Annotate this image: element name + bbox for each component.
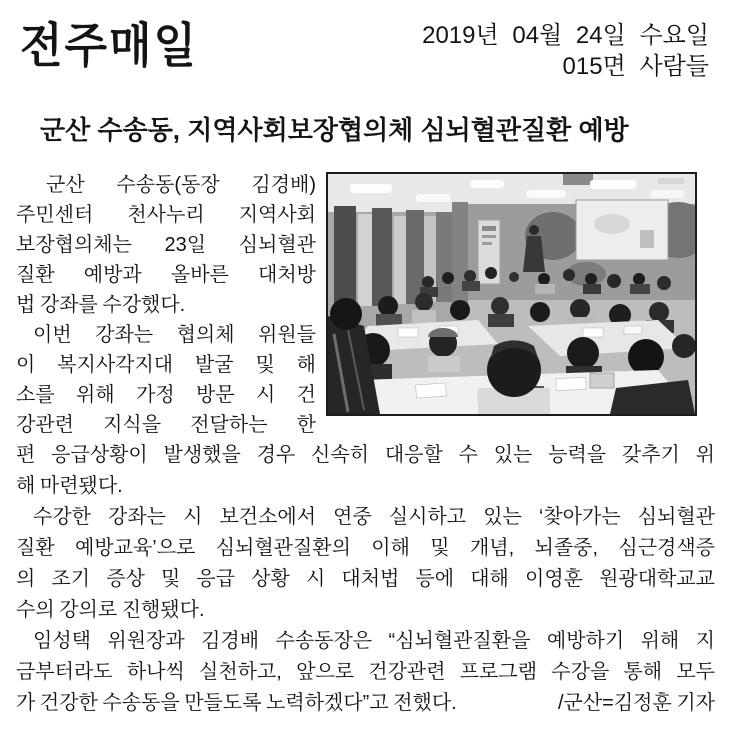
lecture-room-photo-illustration (328, 174, 695, 414)
newspaper-logo: 전주매일 (20, 20, 199, 73)
article-headline: 군산 수송동, 지역사회보장협의체 심뇌혈관질환 예방 (40, 115, 629, 145)
article-text-line: 수강한 강좌는 시 보건소에서 연중 실시하고 있는 ‘찾아가는 심뇌혈관 (33, 506, 715, 528)
article-text-line: 보장협의체는 23일 심뇌혈관 (16, 234, 316, 256)
page-and-section: 015면 사람들 (562, 53, 709, 80)
article-text-line: 편 응급상황이 발생했을 경우 신속히 대응할 수 있는 능력을 갖추기 위 (16, 444, 715, 466)
article-photo (326, 172, 697, 416)
article-text-line: 질환 예방과 올바른 대처방 (16, 264, 316, 286)
article-text-line: 법 강좌를 수강했다. (16, 294, 186, 316)
article-text-line: 가 건강한 수송동을 만들도록 노력하겠다”고 전했다. (16, 692, 457, 714)
article-text-line: 해 마련됐다. (16, 475, 123, 497)
article-text-line: 이 복지사각지대 발굴 및 해 (16, 354, 316, 376)
masthead-row (0, 0, 731, 82)
article-left-column (16, 170, 316, 440)
article-full-width-text (16, 440, 715, 688)
article-text-line: 임성택 위원장과 김경배 수송동장은 “심뇌혈관질환을 예방하기 위해 지 (33, 630, 715, 652)
article-body (16, 170, 715, 719)
article-text-line: 질환 예방교육’으로 심뇌혈관질환의 이해 및 개념, 뇌졸중, 심근경색증 (16, 537, 715, 559)
article-text-line: 군산 수송동(동장 김경배) (46, 174, 316, 196)
article-text-line: 강관련 지식을 전달하는 한 (16, 414, 316, 436)
article-text-line: 의 조기 증상 및 응급 상황 시 대처법 등에 대해 이영훈 원광대학교교 (16, 568, 715, 590)
article-text-line: 금부터라도 하나씩 실천하고, 앞으로 건강관련 프로그램 수강을 통해 모두 (16, 661, 715, 683)
article-text-line: 수의 강의로 진행됐다. (16, 599, 205, 621)
publication-date: 2019년 04월 24일 수요일 (422, 22, 709, 49)
reporter-byline: /군산=김정훈 기자 (557, 692, 715, 714)
article-text-line: 주민센터 천사누리 지역사회 (16, 204, 316, 226)
article-text-line: 이번 강좌는 협의체 위원들 (33, 324, 316, 346)
issue-info (422, 20, 709, 82)
article-last-line (16, 688, 715, 719)
article-text-line: 소를 위해 가정 방문 시 건 (16, 384, 316, 406)
wrapped-text-and-photo (16, 170, 715, 440)
